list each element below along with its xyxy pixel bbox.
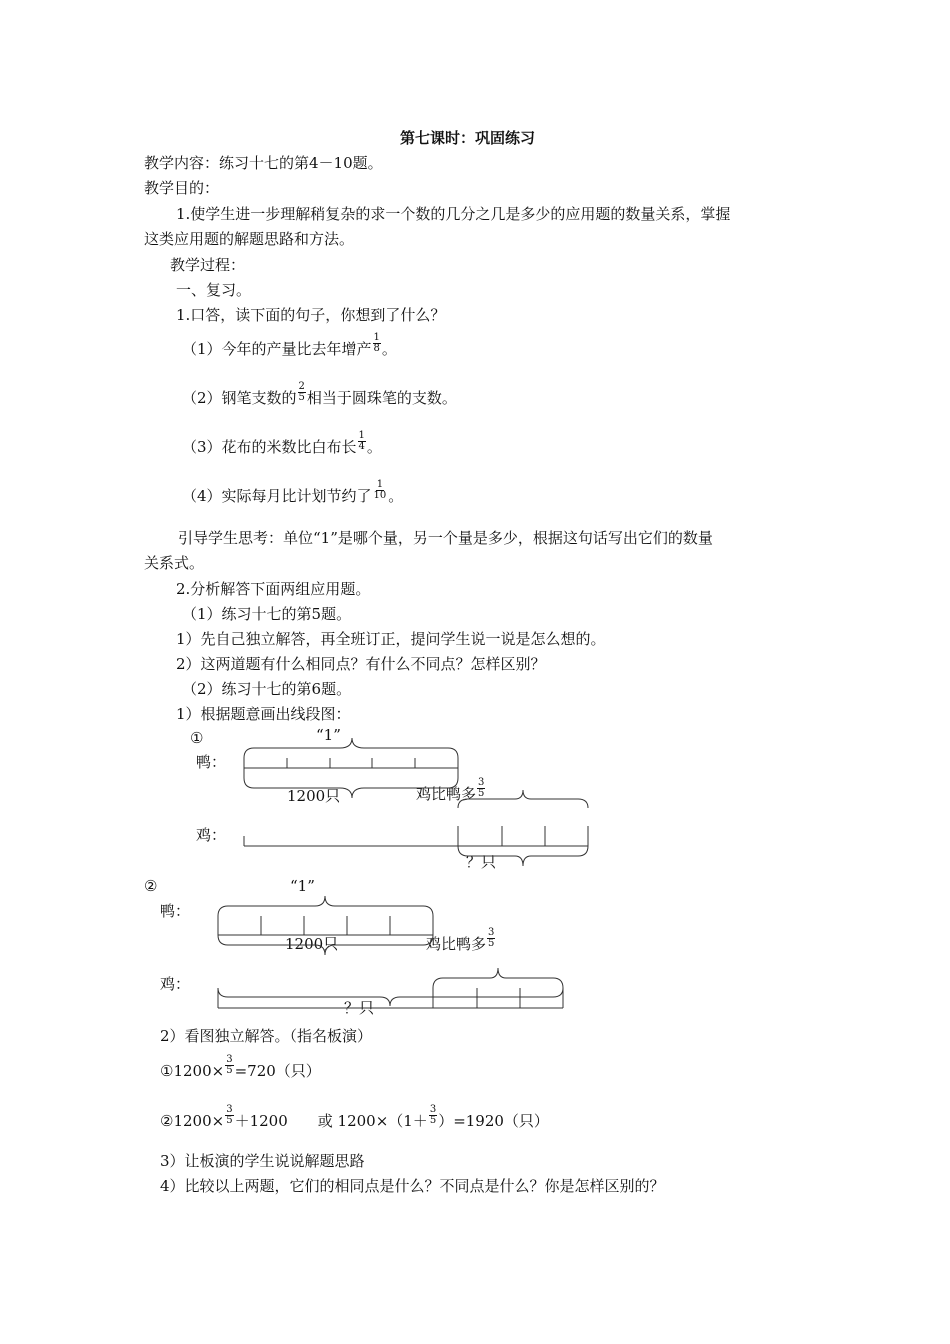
teaching-goal-line2: 这类应用题的解题思路和方法。 bbox=[144, 230, 355, 248]
diagram-1-more-label: 鸡比鸭多 $\frac{3}{5}$ bbox=[416, 776, 485, 803]
part-1-step-b: 2）这两道题有什么相同点？有什么不同点？怎样区别？ bbox=[176, 655, 546, 673]
diagram-1-chicken-question: ？只 bbox=[466, 853, 497, 871]
diagram-2-chicken-question: ？只 bbox=[344, 999, 375, 1017]
fraction: $\frac{1}{8}$ bbox=[373, 331, 380, 354]
diagram-2-chicken-label: 鸡： bbox=[160, 975, 191, 993]
fraction: $\frac{1}{10}$ bbox=[373, 478, 387, 501]
answer-2: ②1200× $\frac{3}{5}$ ＋1200 或 1200×（1＋ $\frac{3}{5}$ ）=1920（只） bbox=[160, 1103, 549, 1130]
guide-line2: 关系式。 bbox=[144, 554, 205, 572]
part-1-step-a: 1）先自己独立解答，再全班订正，提问学生说一说是怎么想的。 bbox=[176, 630, 606, 648]
duck-count-brace bbox=[218, 935, 433, 955]
sentence-4: （4）实际每月比计划节约了 $\frac{1}{10}$ 。 bbox=[182, 478, 404, 505]
review-heading: 一、复习。 bbox=[176, 281, 252, 299]
diagram-1-unit-label: “1” bbox=[316, 726, 341, 744]
part-2-step-d: 4）比较以上两题，它们的相同点是什么？不同点是什么？你是怎样区别的？ bbox=[160, 1177, 665, 1195]
fraction: $\frac{3}{5}$ bbox=[429, 1103, 437, 1126]
diagram-2-duck-count: 1200只 bbox=[285, 935, 339, 953]
sentence-3: （3）花布的米数比白布长 $\frac{1}{4}$ 。 bbox=[182, 429, 382, 456]
fraction: $\frac{1}{4}$ bbox=[358, 429, 365, 452]
diagram-1-duck-label: 鸭： bbox=[196, 753, 227, 771]
chicken-total-brace bbox=[218, 988, 563, 1006]
fraction: $\frac{3}{5}$ bbox=[226, 1053, 233, 1076]
part-2-step-b: 2）看图独立解答。（指名板演） bbox=[160, 1027, 373, 1045]
diagram-2-marker: ② bbox=[144, 877, 158, 895]
diagram-1-marker: ① bbox=[190, 729, 204, 747]
part-2-step-c: 3）让板演的学生说说解题思路 bbox=[160, 1152, 365, 1170]
teaching-goal-line1: 1.使学生进一步理解稍复杂的求一个数的几分之几是多少的应用题的数量关系，掌握 bbox=[176, 205, 731, 223]
more-brace bbox=[433, 968, 563, 988]
guide-line1: 引导学生思考：单位“1”是哪个量，另一个量是多少，根据这句话写出它们的数量 bbox=[178, 529, 713, 547]
part-2: （2）练习十七的第6题。 bbox=[182, 680, 352, 698]
answer-1: ①1200× $\frac{3}{5}$ =720（只） bbox=[160, 1053, 321, 1080]
diagram-1-duck-count: 1200只 bbox=[287, 787, 341, 805]
question-1: 1.口答，读下面的句子，你想到了什么？ bbox=[176, 306, 446, 324]
question-2: 2.分析解答下面两组应用题。 bbox=[176, 580, 371, 598]
fraction: $\frac{3}{5}$ bbox=[488, 926, 495, 949]
sentence-1: （1）今年的产量比去年增产 $\frac{1}{8}$ 。 bbox=[182, 331, 397, 358]
process-label: 教学过程： bbox=[170, 256, 246, 274]
teaching-goal-label: 教学目的： bbox=[144, 179, 220, 197]
teaching-content: 教学内容：练习十七的第4－10题。 bbox=[144, 154, 383, 172]
diagram-2-unit-label: “1” bbox=[290, 877, 315, 895]
fraction: $\frac{2}{5}$ bbox=[298, 380, 305, 403]
diagram-1-chicken-label: 鸡： bbox=[196, 826, 227, 844]
sentence-2: （2）钢笔支数的 $\frac{2}{5}$ 相当于圆珠笔的支数。 bbox=[182, 380, 457, 407]
part-2-step-a: 1）根据题意画出线段图： bbox=[176, 705, 351, 723]
diagram-2-more-label: 鸡比鸭多 $\frac{3}{5}$ bbox=[426, 926, 495, 953]
diagram-2-duck-label: 鸭： bbox=[160, 902, 191, 920]
fraction: $\frac{3}{5}$ bbox=[226, 1103, 233, 1126]
unit-brace bbox=[218, 896, 433, 916]
fraction: $\frac{3}{5}$ bbox=[478, 776, 485, 799]
part-1: （1）练习十七的第5题。 bbox=[182, 605, 352, 623]
page-title: 第七课时：巩固练习 bbox=[400, 129, 536, 147]
